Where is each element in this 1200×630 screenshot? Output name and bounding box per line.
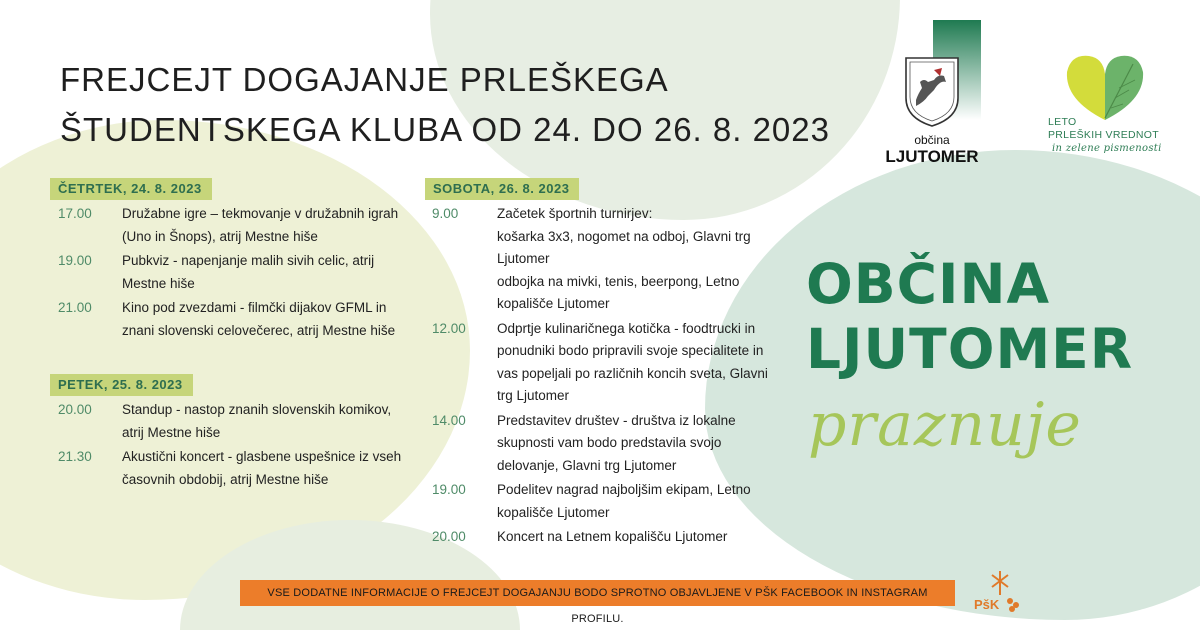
main-title-line2: ŠTUDENTSKEGA KLUBA OD 24. DO 26. 8. 2023 [60, 111, 830, 148]
event-description: Predstavitev društev - društva iz lokalne skupnosti vam bodo predstavila svojo delovanje, Glavni trg Ljutomer [497, 412, 736, 473]
event-item [58, 297, 418, 342]
big-title-script: praznuje [808, 390, 1082, 460]
main-title-line1: FREJCEJT DOGAJANJE PRLEŠKEGA [60, 61, 669, 98]
footer-info-bar: VSE DODATNE INFORMACIJE O FREJCEJT DOGAJANJU BODO SPROTNO OBJAVLJENE V PŠK FACEBOOK IN INSTAGRAM PROFILU. [240, 580, 955, 606]
event-description: Kino pod zvezdami - filmčki dijakov GFML in znani slovenski celovečerec, atrij Mestne hiše [122, 300, 396, 338]
psk-logo [970, 565, 1030, 620]
event-description: Odprtje kulinaričnega kotička - foodtrucki in ponudniki bodo pripravili svoje specialitete in vas popeljali po različnih koncih sveta, Glavni trg Ljutomer [497, 320, 768, 403]
heart-logo-line3: in zelene pismenosti [1052, 143, 1162, 154]
event-time: 21.00 [58, 300, 92, 315]
event-item [432, 203, 792, 316]
ljutomer-crest-logo [878, 20, 983, 170]
crest-name-text: LJUTOMER [885, 147, 979, 166]
main-title [60, 55, 880, 155]
event-description: Družabne igre – tekmovanje v družabnih igrah (Uno in Šnops), atrij Mestne hiše [122, 206, 399, 244]
event-description: Podelitev nagrad najboljšim ekipam, Letno kopališče Ljutomer [497, 482, 751, 520]
event-time: 19.00 [432, 482, 466, 497]
heart-logo-line2: PRLEŠKIH VREDNOT [1048, 129, 1159, 141]
big-title-line1: OBČINA [806, 252, 1051, 316]
event-time: 19.00 [58, 253, 92, 268]
event-item [432, 526, 792, 549]
event-item [432, 479, 792, 524]
event-description: Pubkviz - napenjanje malih sivih celic, atrij Mestne hiše [122, 253, 375, 291]
event-time: 17.00 [58, 206, 92, 221]
event-item [58, 250, 418, 295]
events-friday [58, 399, 418, 493]
events-thursday [58, 203, 418, 344]
event-time: 21.30 [58, 449, 92, 464]
heart-logo-line1: LETO [1048, 116, 1077, 128]
event-item [432, 318, 792, 408]
day-label-saturday: SOBOTA, 26. 8. 2023 [425, 178, 579, 200]
event-item [432, 410, 792, 478]
event-time: 20.00 [432, 529, 466, 544]
big-title [806, 252, 1133, 382]
crest-small-text: občina [914, 133, 950, 147]
event-description: Začetek športnih turnirjev: košarka 3x3, nogomet na odboj, Glavni trg Ljutomer odbojka na mivki, tenis, beerpong, Letno kopališče Ljutomer [497, 206, 751, 311]
event-time: 12.00 [432, 320, 466, 336]
event-time: 9.00 [432, 206, 459, 221]
event-description: Koncert na Letnem kopališču Ljutomer [497, 529, 728, 544]
event-description: Standup - nastop znanih slovenskih komikov, atrij Mestne hiše [122, 402, 392, 440]
event-time: 14.00 [432, 412, 466, 428]
event-item [58, 399, 418, 444]
events-saturday [432, 203, 792, 551]
day-label-thursday: ČETRTEK, 24. 8. 2023 [50, 178, 212, 200]
heart-logo-text [1048, 116, 1162, 155]
psk-logo-text: PšK [974, 597, 1000, 612]
event-item [58, 203, 418, 248]
big-title-line2: LJUTOMER [806, 317, 1134, 381]
event-time: 20.00 [58, 402, 92, 417]
day-label-friday: PETEK, 25. 8. 2023 [50, 374, 193, 396]
event-item [58, 446, 418, 491]
event-description: Akustični koncert - glasbene uspešnice iz vseh časovnih obdobij, atrij Mestne hiše [122, 449, 402, 487]
